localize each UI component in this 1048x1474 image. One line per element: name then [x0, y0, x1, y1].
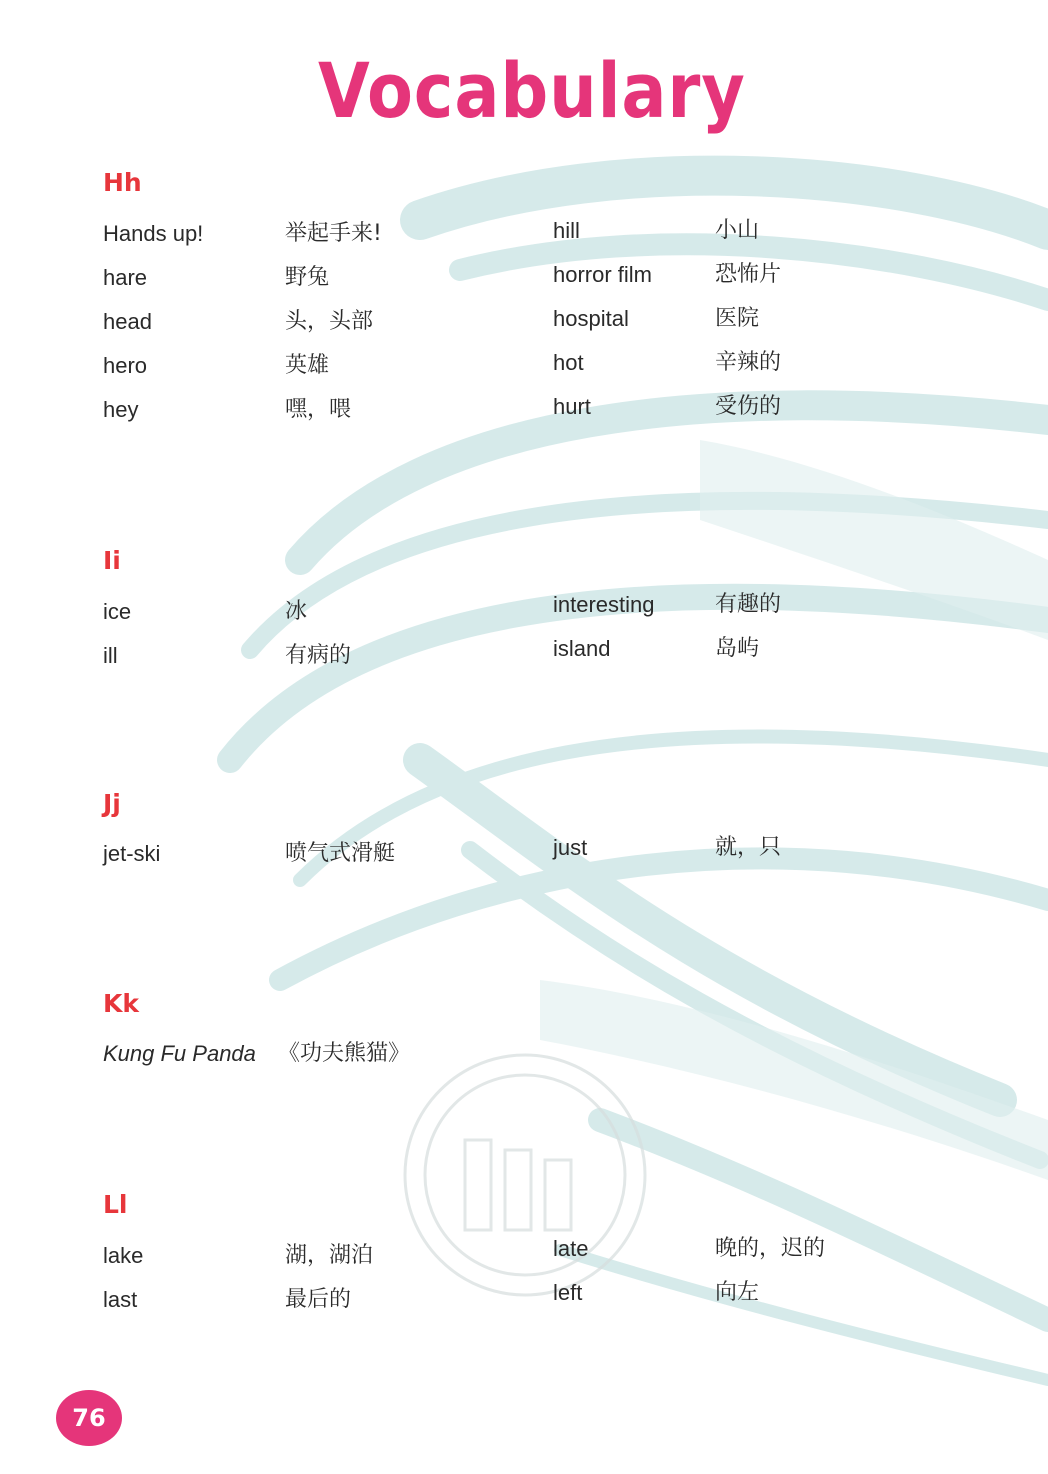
vocab-translation: 冰	[285, 599, 308, 624]
vocab-translation: 头，头部	[285, 309, 374, 334]
vocab-translation: 湖，湖泊	[285, 1243, 374, 1268]
vocab-translation: 英雄	[285, 353, 330, 378]
vocab-word: lake	[103, 1243, 144, 1268]
vocab-translation: 野兔	[285, 265, 330, 290]
page-number: 76	[72, 1404, 106, 1432]
vocab-translation: 晚的，迟的	[715, 1236, 826, 1261]
vocab-word: hot	[553, 350, 584, 375]
vocab-translation: 辛辣的	[715, 350, 782, 375]
vocab-word: hill	[553, 218, 580, 243]
vocab-translation: 受伤的	[715, 394, 782, 419]
vocab-translation: 小山	[715, 218, 760, 243]
vocab-word: interesting	[553, 592, 655, 617]
vocab-translation: 恐怖片	[715, 262, 782, 287]
vocab-translation: 举起手来!	[285, 221, 382, 246]
page-number-badge	[56, 1390, 122, 1446]
vocab-word: hey	[103, 397, 139, 422]
vocab-word: island	[553, 636, 611, 661]
vocab-translation: 嘿，喂	[285, 397, 352, 422]
vocab-word: ice	[103, 599, 132, 624]
vocab-translation: 有趣的	[715, 592, 782, 617]
vocab-translation: 《功夫熊猫》	[278, 1041, 411, 1066]
section-letter-jj: Jj	[103, 789, 121, 818]
section-letter-ll: Ll	[103, 1190, 128, 1219]
section-letter-hh: Hh	[103, 168, 142, 197]
vocab-word: head	[103, 309, 152, 334]
vocab-translation: 医院	[715, 306, 760, 331]
vocab-word: jet-ski	[103, 841, 161, 866]
section-letter-ii: Ii	[103, 546, 121, 575]
vocab-word: horror film	[553, 262, 653, 287]
vocab-word: late	[553, 1236, 589, 1261]
vocab-word: hare	[103, 265, 148, 290]
vocab-translation: 岛屿	[715, 636, 760, 661]
vocab-translation: 喷气式滑艇	[285, 841, 396, 866]
vocab-word: just	[553, 835, 588, 860]
vocab-word: hurt	[553, 394, 591, 419]
vocab-translation: 有病的	[285, 643, 352, 668]
vocab-word: ill	[103, 643, 118, 668]
vocab-word: last	[103, 1287, 138, 1312]
vocab-word: Hands up!	[103, 221, 204, 246]
section-letter-kk: Kk	[103, 989, 139, 1018]
vocab-word: hospital	[553, 306, 629, 331]
vocab-word: Kung Fu Panda	[103, 1041, 256, 1066]
vocab-translation: 就，只	[715, 835, 782, 860]
vocab-word: left	[553, 1280, 583, 1305]
vocab-translation: 向左	[715, 1280, 760, 1305]
page-title: Vocabulary	[318, 46, 746, 135]
vocab-word: hero	[103, 353, 148, 378]
vocab-translation: 最后的	[285, 1287, 352, 1312]
